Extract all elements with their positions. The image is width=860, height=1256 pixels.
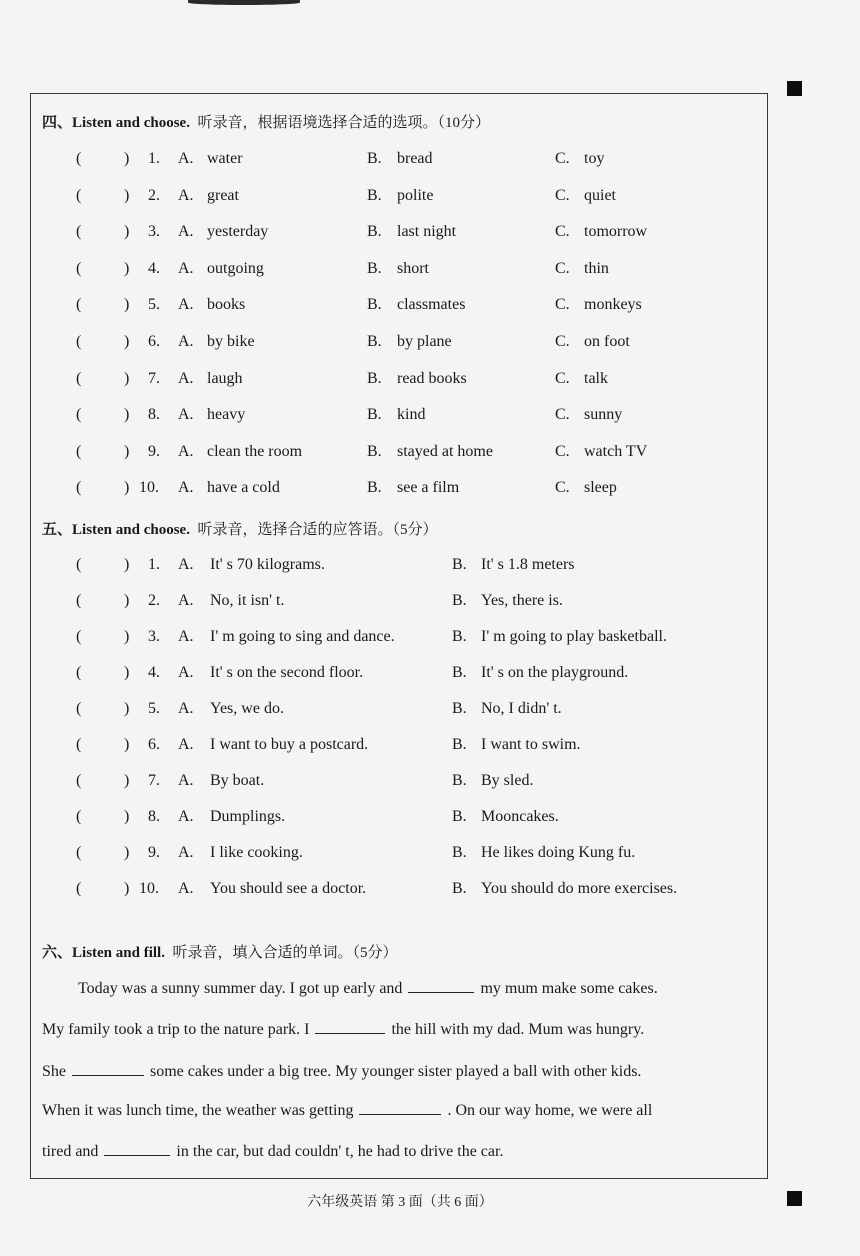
question-number: 9. xyxy=(148,844,160,861)
answer-paren-open[interactable]: ( xyxy=(76,150,82,167)
option-a-letter: A. xyxy=(178,844,194,861)
answer-paren-open[interactable]: ( xyxy=(76,406,82,424)
question-number: 9. xyxy=(148,442,160,460)
answer-blank-1[interactable] xyxy=(408,978,474,993)
option-b-letter: B. xyxy=(452,664,467,681)
answer-paren-close: ) xyxy=(124,333,130,350)
question-row xyxy=(0,150,760,174)
question-row xyxy=(0,187,760,211)
question-row xyxy=(0,443,760,467)
passage-text: in the car, but dad couldn' t, he had to drive the car. xyxy=(176,1143,504,1160)
option-c-text: talk xyxy=(584,369,608,387)
question-number: 2. xyxy=(148,592,160,609)
answer-paren-close: ) xyxy=(124,808,130,825)
option-b-letter: B. xyxy=(367,186,382,204)
question-row xyxy=(0,772,760,796)
answer-paren-close: ) xyxy=(124,150,130,167)
passage-text: Today was a sunny summer day. I got up early and xyxy=(78,980,403,997)
question-number: 6. xyxy=(148,736,160,753)
answer-paren-open[interactable]: ( xyxy=(76,628,82,645)
passage-text: the hill with my dad. Mum was hungry. xyxy=(391,1021,645,1038)
section6-instruction: 听录音，填入合适的单词。（5分） xyxy=(172,945,398,961)
answer-paren-close: ) xyxy=(124,186,130,204)
section5-heading xyxy=(42,518,437,539)
option-a-text: laugh xyxy=(207,369,243,387)
question-row xyxy=(0,479,760,503)
answer-paren-close: ) xyxy=(124,223,130,241)
option-a-letter: A. xyxy=(178,333,194,350)
answer-blank-2[interactable] xyxy=(315,1019,385,1034)
passage-text: My family took a trip to the nature park. I xyxy=(42,1021,310,1038)
question-number: 10. xyxy=(139,880,159,897)
section5-instruction: 听录音，选择合适的应答语。（5分） xyxy=(197,522,438,538)
question-row xyxy=(0,808,760,832)
option-a-text: water xyxy=(207,150,243,167)
question-row xyxy=(0,406,760,430)
passage-text: tired and xyxy=(42,1143,99,1160)
question-row xyxy=(0,260,760,284)
option-c-text: watch TV xyxy=(584,442,648,460)
answer-paren-close: ) xyxy=(124,406,130,424)
option-b-letter: B. xyxy=(367,369,382,387)
option-c-letter: C. xyxy=(555,296,570,314)
answer-paren-open[interactable]: ( xyxy=(76,772,82,789)
option-a-text: I' m going to sing and dance. xyxy=(210,628,395,645)
section5-title-en: Listen and choose. xyxy=(72,522,190,538)
question-row xyxy=(0,333,760,357)
option-c-text: toy xyxy=(584,150,605,167)
passage-text: some cakes under a big tree. My younger sister played a ball with other kids. xyxy=(150,1063,642,1080)
option-a-letter: A. xyxy=(178,186,194,204)
answer-paren-close: ) xyxy=(124,592,130,609)
question-row xyxy=(0,296,760,320)
question-number: 4. xyxy=(148,664,160,681)
option-a-letter: A. xyxy=(178,369,194,387)
option-c-text: on foot xyxy=(584,333,630,350)
option-b-letter: B. xyxy=(452,736,467,753)
option-a-letter: A. xyxy=(178,223,194,241)
option-b-letter: B. xyxy=(367,333,382,350)
answer-paren-open[interactable]: ( xyxy=(76,369,82,387)
scan-smudge xyxy=(188,0,300,5)
option-b-letter: B. xyxy=(452,880,467,897)
passage-text: my mum make some cakes. xyxy=(480,980,658,997)
option-b-letter: B. xyxy=(367,479,382,497)
passage-text: . On our way home, we were all xyxy=(447,1102,653,1119)
option-b-text: see a film xyxy=(397,479,460,497)
answer-paren-open[interactable]: ( xyxy=(76,736,82,753)
answer-paren-close: ) xyxy=(124,844,130,861)
option-b-text: Mooncakes. xyxy=(481,808,559,825)
question-number: 1. xyxy=(148,150,160,167)
option-b-text: by plane xyxy=(397,333,452,350)
option-a-text: By boat. xyxy=(210,772,265,789)
question-number: 1. xyxy=(148,556,160,573)
option-a-text: It' s 70 kilograms. xyxy=(210,556,325,573)
answer-paren-close: ) xyxy=(124,556,130,573)
question-row xyxy=(0,628,760,652)
option-c-letter: C. xyxy=(555,150,570,167)
question-row xyxy=(0,880,760,904)
passage-line-5 xyxy=(42,1141,503,1161)
passage-line-4 xyxy=(42,1100,652,1120)
question-number: 7. xyxy=(148,369,160,387)
option-c-text: thin xyxy=(584,259,609,277)
registration-mark-top xyxy=(787,81,802,96)
question-row xyxy=(0,370,760,394)
option-b-letter: B. xyxy=(452,628,467,645)
section4-heading xyxy=(42,111,490,132)
question-row xyxy=(0,736,760,760)
option-b-letter: B. xyxy=(452,556,467,573)
answer-paren-open[interactable]: ( xyxy=(76,808,82,825)
option-a-text: You should see a doctor. xyxy=(210,880,367,897)
option-c-text: quiet xyxy=(584,186,616,204)
option-b-text: It' s on the playground. xyxy=(481,664,629,681)
option-c-text: sleep xyxy=(584,479,617,497)
option-a-letter: A. xyxy=(178,592,194,609)
answer-paren-open[interactable]: ( xyxy=(76,844,82,861)
answer-paren-open[interactable]: ( xyxy=(76,664,82,681)
option-a-text: Yes, we do. xyxy=(210,700,284,717)
question-number: 8. xyxy=(148,406,160,424)
option-a-letter: A. xyxy=(178,479,194,497)
section6-number: 六、 xyxy=(42,945,73,961)
option-a-letter: A. xyxy=(178,259,194,277)
option-b-text: It' s 1.8 meters xyxy=(481,556,575,573)
question-row xyxy=(0,223,760,247)
option-a-letter: A. xyxy=(178,664,194,681)
option-b-letter: B. xyxy=(452,844,467,861)
question-row xyxy=(0,664,760,688)
option-a-text: clean the room xyxy=(207,442,303,460)
option-a-letter: A. xyxy=(178,736,194,753)
option-a-letter: A. xyxy=(178,808,194,825)
answer-paren-close: ) xyxy=(124,369,130,387)
answer-paren-open[interactable]: ( xyxy=(76,186,82,204)
question-number: 6. xyxy=(148,333,160,350)
option-a-letter: A. xyxy=(178,880,194,897)
option-b-text: bread xyxy=(397,150,433,167)
option-a-text: have a cold xyxy=(207,479,280,497)
option-c-letter: C. xyxy=(555,479,570,497)
answer-paren-open[interactable]: ( xyxy=(76,259,82,277)
option-a-text: I like cooking. xyxy=(210,844,303,861)
question-number: 5. xyxy=(148,296,160,314)
answer-paren-open[interactable]: ( xyxy=(76,592,82,609)
question-number: 3. xyxy=(148,628,160,645)
option-c-letter: C. xyxy=(555,223,570,241)
option-a-letter: A. xyxy=(178,700,194,717)
option-a-text: outgoing xyxy=(207,259,264,277)
question-number: 4. xyxy=(148,259,160,277)
option-a-text: No, it isn' t. xyxy=(210,592,285,609)
option-b-letter: B. xyxy=(452,700,467,717)
option-c-letter: C. xyxy=(555,442,570,460)
answer-blank-4[interactable] xyxy=(359,1100,441,1115)
answer-paren-open[interactable]: ( xyxy=(76,442,82,460)
option-b-text: stayed at home xyxy=(397,442,493,460)
option-c-text: monkeys xyxy=(584,296,642,314)
option-a-letter: A. xyxy=(178,442,194,460)
option-b-text: He likes doing Kung fu. xyxy=(481,844,636,861)
question-row xyxy=(0,592,760,616)
option-b-text: short xyxy=(397,259,429,277)
answer-blank-5[interactable] xyxy=(104,1141,170,1156)
answer-paren-close: ) xyxy=(124,772,130,789)
option-b-letter: B. xyxy=(452,772,467,789)
option-a-letter: A. xyxy=(178,628,194,645)
section6-title-en: Listen and fill. xyxy=(72,945,165,961)
section4-number: 四、 xyxy=(42,115,73,131)
answer-paren-close: ) xyxy=(124,259,130,277)
option-b-text: Yes, there is. xyxy=(481,592,563,609)
answer-paren-open[interactable]: ( xyxy=(76,880,82,897)
option-c-letter: C. xyxy=(555,186,570,204)
option-b-text: kind xyxy=(397,406,426,424)
option-a-text: It' s on the second floor. xyxy=(210,664,364,681)
question-row xyxy=(0,556,760,580)
question-number: 8. xyxy=(148,808,160,825)
option-b-text: last night xyxy=(397,223,457,241)
passage-line-1 xyxy=(78,978,658,998)
answer-paren-close: ) xyxy=(124,736,130,753)
option-c-letter: C. xyxy=(555,259,570,277)
option-c-text: sunny xyxy=(584,406,623,424)
option-a-text: yesterday xyxy=(207,223,269,241)
question-number: 5. xyxy=(148,700,160,717)
answer-paren-open[interactable]: ( xyxy=(76,296,82,314)
option-a-text: great xyxy=(207,186,239,204)
option-b-letter: B. xyxy=(367,442,382,460)
option-a-letter: A. xyxy=(178,556,194,573)
option-b-letter: B. xyxy=(367,406,382,424)
option-a-letter: A. xyxy=(178,406,194,424)
answer-paren-open[interactable]: ( xyxy=(76,556,82,573)
option-a-text: I want to buy a postcard. xyxy=(210,736,369,753)
question-number: 7. xyxy=(148,772,160,789)
answer-paren-close: ) xyxy=(124,442,130,460)
answer-paren-open[interactable]: ( xyxy=(76,333,82,350)
question-number: 2. xyxy=(148,186,160,204)
question-row xyxy=(0,700,760,724)
option-a-letter: A. xyxy=(178,772,194,789)
answer-paren-close: ) xyxy=(124,664,130,681)
question-number: 10. xyxy=(139,479,159,497)
option-c-letter: C. xyxy=(555,333,570,350)
question-row xyxy=(0,844,760,868)
option-b-letter: B. xyxy=(367,259,382,277)
answer-paren-close: ) xyxy=(124,880,130,897)
passage-line-3 xyxy=(42,1061,641,1081)
answer-paren-close: ) xyxy=(124,628,130,645)
answer-paren-close: ) xyxy=(124,479,130,497)
passage-text: She xyxy=(42,1063,66,1080)
option-b-text: polite xyxy=(397,186,434,204)
option-c-text: tomorrow xyxy=(584,223,648,241)
question-number: 3. xyxy=(148,223,160,241)
option-a-text: books xyxy=(207,296,246,314)
answer-paren-close: ) xyxy=(124,700,130,717)
option-b-letter: B. xyxy=(452,592,467,609)
option-a-letter: A. xyxy=(178,150,194,167)
option-b-text: I' m going to play basketball. xyxy=(481,628,667,645)
option-b-text: I want to swim. xyxy=(481,736,581,753)
option-a-letter: A. xyxy=(178,296,194,314)
option-c-letter: C. xyxy=(555,369,570,387)
option-b-text: read books xyxy=(397,369,467,387)
option-a-text: Dumplings. xyxy=(210,808,286,825)
option-b-letter: B. xyxy=(367,223,382,241)
answer-paren-close: ) xyxy=(124,296,130,314)
option-b-text: By sled. xyxy=(481,772,534,789)
option-a-text: heavy xyxy=(207,406,246,424)
section6-heading xyxy=(42,941,397,962)
option-a-text: by bike xyxy=(207,333,255,350)
passage-line-2 xyxy=(42,1019,644,1039)
section4-title-en: Listen and choose. xyxy=(72,115,190,131)
option-b-letter: B. xyxy=(452,808,467,825)
answer-paren-open[interactable]: ( xyxy=(76,700,82,717)
answer-blank-3[interactable] xyxy=(72,1061,144,1076)
option-b-letter: B. xyxy=(367,150,382,167)
page-footer: 六年级英语 第 3 面（共 6 面） xyxy=(307,1195,493,1210)
option-c-letter: C. xyxy=(555,406,570,424)
option-b-text: You should do more exercises. xyxy=(481,880,678,897)
answer-paren-open[interactable]: ( xyxy=(76,479,82,497)
section5-number: 五、 xyxy=(42,522,73,538)
answer-paren-open[interactable]: ( xyxy=(76,223,82,241)
option-b-text: classmates xyxy=(397,296,466,314)
option-b-text: No, I didn' t. xyxy=(481,700,562,717)
passage-text: When it was lunch time, the weather was getting xyxy=(42,1102,354,1119)
section4-instruction: 听录音，根据语境选择合适的选项。（10分） xyxy=(197,115,490,131)
option-b-letter: B. xyxy=(367,296,382,314)
